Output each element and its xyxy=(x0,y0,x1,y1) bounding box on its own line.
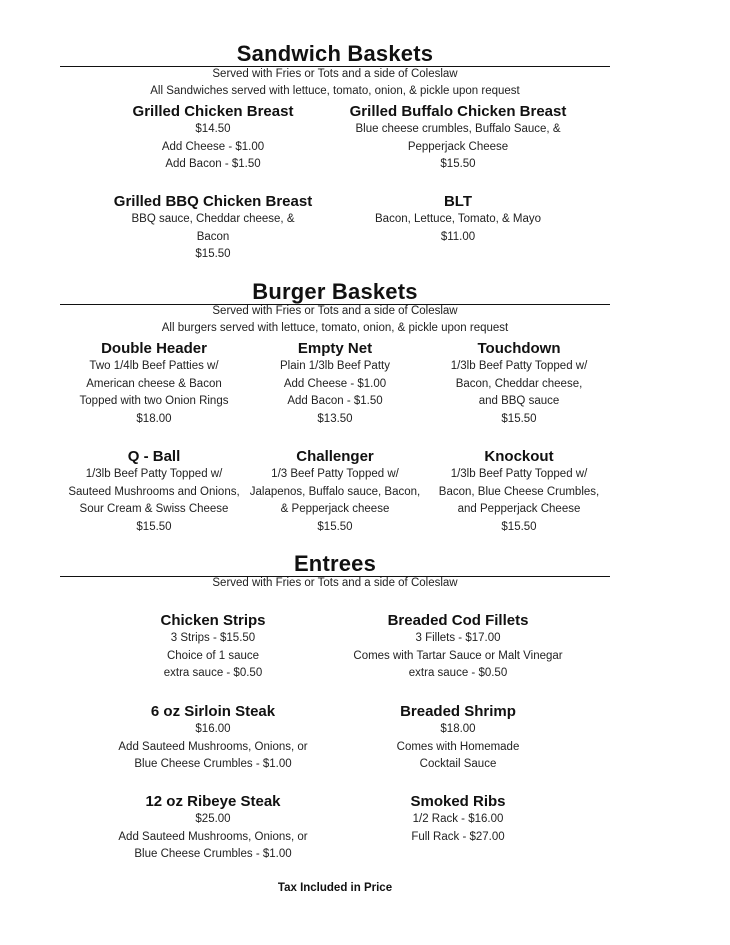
item-price: $16.00 xyxy=(195,723,231,735)
item-detail: BBQ sauce, Cheddar cheese, & xyxy=(131,213,295,225)
item-name: Empty Net xyxy=(297,340,373,357)
item-detail: Add Sauteed Mushrooms, Onions, or xyxy=(118,830,308,843)
menu-item xyxy=(439,447,599,536)
item-detail: Cocktail Sauce xyxy=(419,758,497,770)
item-name: Smoked Ribs xyxy=(410,793,506,810)
item-detail: Comes with Tartar Sauce or Malt Vinegar xyxy=(353,649,563,662)
menu-item xyxy=(451,339,588,428)
item-detail: extra sauce - $0.50 xyxy=(408,667,508,679)
item-name: Breaded Shrimp xyxy=(400,703,516,720)
item-detail: Plain 1/3lb Beef Patty xyxy=(280,360,390,372)
item-detail: 3 Fillets - $17.00 xyxy=(415,632,501,644)
menu-item xyxy=(397,702,520,774)
item-detail: 1/3lb Beef Patty Topped w/ xyxy=(85,468,223,480)
menu-item xyxy=(280,339,390,428)
menu-item xyxy=(410,792,505,846)
item-price: $11.00 xyxy=(440,230,476,243)
item-detail: Add Bacon - $1.50 xyxy=(287,395,383,407)
item-name: Breaded Cod Fillets xyxy=(387,612,529,629)
item-detail: Bacon, Blue Cheese Crumbles, xyxy=(438,485,600,498)
item-detail: Bacon, Lettuce, Tomato, & Mayo xyxy=(375,213,541,225)
section-note: Served with Fries or Tots and a side of Coleslaw xyxy=(212,577,458,589)
item-name: Touchdown xyxy=(477,340,561,357)
item-detail: Full Rack - $27.00 xyxy=(411,830,505,843)
item-name: Chicken Strips xyxy=(160,612,266,629)
item-name: Challenger xyxy=(296,448,374,465)
item-detail: Bacon xyxy=(196,230,230,243)
section-title: Sandwich Baskets xyxy=(236,41,434,66)
section-note: Served with Fries or Tots and a side of Coleslaw xyxy=(212,305,458,317)
menu-item xyxy=(375,192,541,246)
menu-item xyxy=(160,611,265,683)
item-price: $18.00 xyxy=(440,723,476,735)
item-detail: extra sauce - $0.50 xyxy=(163,667,263,679)
item-name: 12 oz Ribeye Steak xyxy=(145,793,281,810)
item-detail: & Pepperjack cheese xyxy=(280,503,390,515)
item-detail: Add Cheese - $1.00 xyxy=(161,140,265,153)
item-detail: American cheese & Bacon xyxy=(86,377,222,390)
item-price: $15.50 xyxy=(440,158,476,170)
item-detail: Choice of 1 sauce xyxy=(166,649,260,662)
item-name: Grilled BBQ Chicken Breast xyxy=(113,193,313,210)
item-detail: Add Cheese - $1.00 xyxy=(283,377,387,390)
item-detail: Pepperjack Cheese xyxy=(407,140,509,153)
section-note: All Sandwiches served with lettuce, tomato, onion, & pickle upon request xyxy=(150,85,520,97)
item-detail: Add Sauteed Mushrooms, Onions, or xyxy=(118,740,308,753)
menu-item xyxy=(68,447,239,536)
item-detail: 1/2 Rack - $16.00 xyxy=(412,813,504,825)
item-name: Q - Ball xyxy=(127,448,181,465)
item-price: $25.00 xyxy=(195,813,231,825)
item-detail: Blue Cheese Crumbles - $1.00 xyxy=(134,848,292,860)
item-detail: 1/3 Beef Patty Topped w/ xyxy=(271,468,399,480)
menu-item xyxy=(250,447,421,536)
item-detail: Add Bacon - $1.50 xyxy=(165,158,261,170)
item-price: $18.00 xyxy=(136,412,172,425)
item-price: $15.50 xyxy=(317,520,353,533)
section-title: Burger Baskets xyxy=(252,279,418,304)
item-detail: Comes with Homemade xyxy=(396,740,520,753)
item-name: Knockout xyxy=(484,448,554,465)
item-price: $15.50 xyxy=(501,412,537,425)
menu-item xyxy=(133,102,294,174)
item-detail: Blue cheese crumbles, Buffalo Sauce, & xyxy=(355,123,561,135)
item-price: $15.50 xyxy=(501,520,537,533)
item-price: $14.50 xyxy=(195,123,231,135)
menu-item xyxy=(118,792,307,864)
section-title: Entrees xyxy=(293,551,377,576)
item-detail: Jalapenos, Buffalo sauce, Bacon, xyxy=(249,485,421,498)
item-detail: Bacon, Cheddar cheese, xyxy=(455,377,583,390)
tax-note: Tax Included in Price xyxy=(277,882,393,894)
item-detail: Sauteed Mushrooms and Onions, xyxy=(68,485,240,498)
item-detail: Topped with two Onion Rings xyxy=(79,395,229,407)
menu-item xyxy=(353,611,562,683)
item-detail: Blue Cheese Crumbles - $1.00 xyxy=(134,758,292,770)
section-note: Served with Fries or Tots and a side of Coleslaw xyxy=(212,68,458,80)
item-detail: 1/3lb Beef Patty Topped w/ xyxy=(450,360,588,372)
item-detail: and Pepperjack Cheese xyxy=(457,503,581,515)
item-detail: Two 1/4lb Beef Patties w/ xyxy=(89,360,219,372)
menu-item xyxy=(118,702,307,774)
section-note: All burgers served with lettuce, tomato, onion, & pickle upon request xyxy=(161,322,509,334)
item-name: Grilled Chicken Breast xyxy=(132,103,294,120)
item-detail: Sour Cream & Swiss Cheese xyxy=(79,503,229,515)
item-name: 6 oz Sirloin Steak xyxy=(150,703,276,720)
item-price: $15.50 xyxy=(136,520,172,533)
item-name: BLT xyxy=(443,193,473,210)
menu-item xyxy=(80,339,229,428)
item-detail: 3 Strips - $15.50 xyxy=(170,632,256,644)
item-detail: 1/3lb Beef Patty Topped w/ xyxy=(450,468,588,480)
item-price: $15.50 xyxy=(195,248,231,260)
menu-item xyxy=(114,192,312,264)
item-name: Double Header xyxy=(101,340,207,357)
menu-item xyxy=(350,102,567,174)
item-name: Grilled Buffalo Chicken Breast xyxy=(349,103,567,120)
item-detail: and BBQ sauce xyxy=(478,395,560,407)
item-price: $13.50 xyxy=(317,412,353,425)
